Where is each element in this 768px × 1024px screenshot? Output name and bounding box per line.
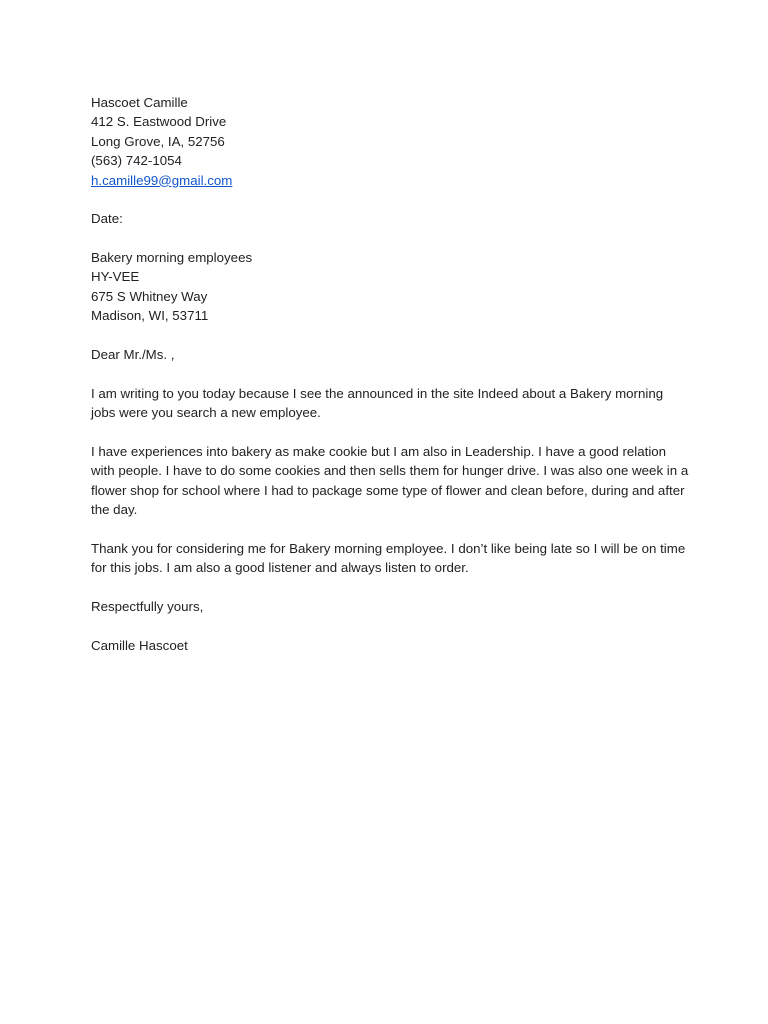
sender-name: Hascoet Camille	[91, 95, 188, 110]
closing-text: Respectfully yours,	[91, 599, 204, 614]
recipient-street: 675 S Whitney Way	[91, 288, 208, 304]
sender-email-link[interactable]: h.camille99@gmail.com	[91, 172, 233, 188]
sender-email-line	[91, 171, 232, 190]
sender-address-block	[91, 93, 232, 190]
body-paragraph-3: Thank you for considering me for Bakery morning employee. I don’t like being late so I will be on time for this jobs. I am also a good listener and always listen to order.	[91, 541, 686, 576]
signature-name: Camille Hascoet	[91, 638, 188, 653]
recipient-company: HY-VEE	[91, 269, 140, 285]
recipient-address-block	[91, 248, 252, 326]
date-label: Date:	[91, 211, 123, 226]
recipient-name: Bakery morning employees	[91, 250, 253, 265]
sender-city-state-zip: Long Grove, IA, 52756	[91, 133, 225, 149]
salutation	[91, 345, 174, 364]
body-paragraph-1: I am writing to you today because I see the announced in the site Indeed about a Bakery morning jobs were you search a new employee.	[91, 386, 664, 421]
recipient-city-state-zip: Madison, WI, 53711	[91, 308, 209, 324]
closing	[91, 597, 203, 616]
salutation-text: Dear Mr./Ms. ,	[91, 347, 175, 362]
body-paragraph-2: I have experiences into bakery as make cookie but I am also in Leadership. I have a good relation with people. I have to do some cookies and then sells them for hunger drive. I was also one week in a flower shop for school where I had to package some type of flower and clean before, during and after the day.	[91, 444, 689, 518]
sender-phone: (563) 742-1054	[91, 153, 182, 169]
date-line	[91, 209, 123, 228]
sender-street: 412 S. Eastwood Drive	[91, 114, 227, 130]
signature	[91, 636, 188, 655]
